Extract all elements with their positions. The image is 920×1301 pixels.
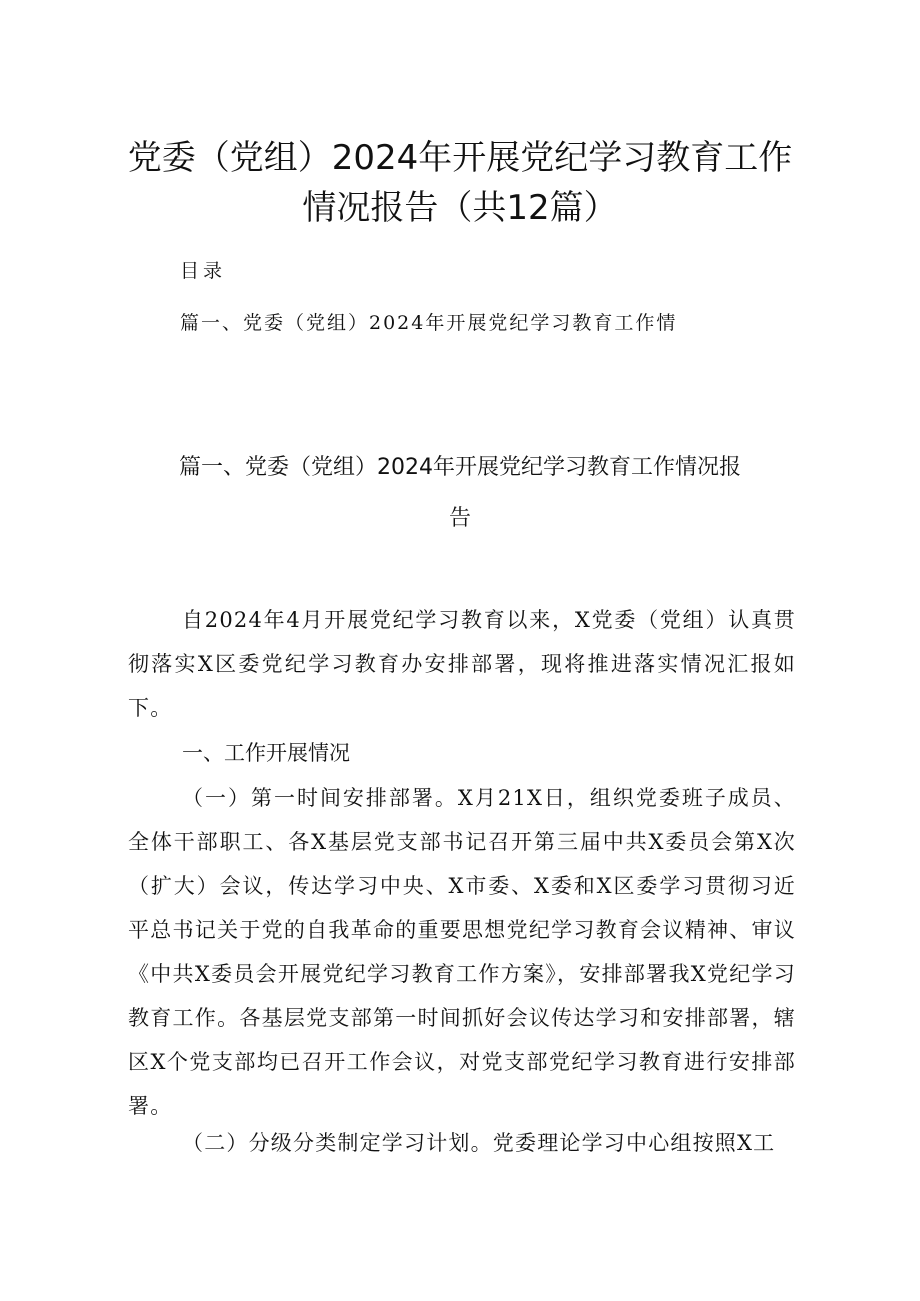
intro-paragraph: 自2024年4月开展党纪学习教育以来，X党委（党组）认真贯彻落实X区委党纪学习教育办安排部署，现将推进落实情况汇报如下。 — [128, 608, 796, 720]
document-title-line-2: 情况报告（共12篇） — [302, 188, 618, 228]
body-paragraph-1: （一）第一时间安排部署。X月21X日，组织党委班子成员、全体干部职工、各X基层党支部书记召开第三届中共X委员会第X次（扩大）会议，传达学习中央、X市委、X委和X区委学习贯彻习近平总书记关于党的自我革命的重要思想党纪学习教育会议精神、审议《中共X委员会开展党纪学习教育工作方案》，安排部署我X党纪学习教育工作。各基层党支部第一时间抓好会议传达学习和安排部署，辖区X个党支部均已召开工作会议，对党支部党纪学习教育进行安排部署。 — [128, 786, 796, 1118]
section-heading: 一、工作开展情况 — [182, 741, 350, 765]
body-paragraph-2: （二）分级分类制定学习计划。党委理论学习中心组按照X工 — [182, 1131, 776, 1155]
toc-label: 目录 — [180, 260, 227, 282]
toc-item[interactable]: 篇一、党委（党组）2024年开展党纪学习教育工作情 — [180, 312, 678, 334]
section-title-line-2: 告 — [448, 506, 471, 531]
section-title-line-1: 篇一、党委（党组）2024年开展党纪学习教育工作情况报 — [179, 455, 741, 480]
document-title-line-1: 党委（党组）2024年开展党纪学习教育工作 — [127, 138, 793, 178]
